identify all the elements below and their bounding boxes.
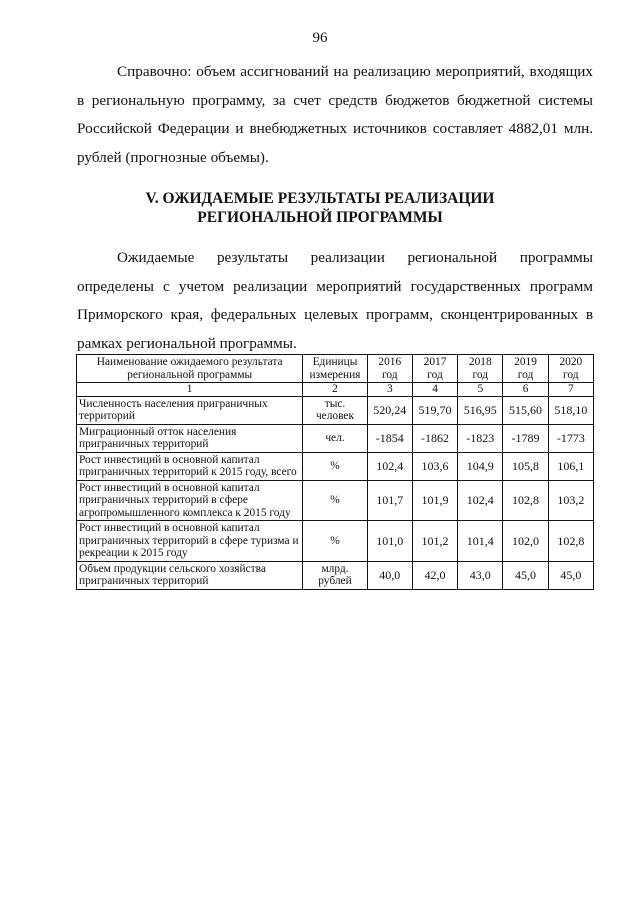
column-number: 7 bbox=[548, 383, 593, 397]
result-value: 40,0 bbox=[367, 561, 412, 589]
header-year-2017: 2017 год bbox=[412, 355, 457, 383]
result-unit: млрд. рублей bbox=[303, 561, 367, 589]
result-value: 101,0 bbox=[367, 521, 412, 562]
column-number: 5 bbox=[458, 383, 503, 397]
table-row bbox=[77, 452, 594, 480]
result-name: Рост инвестиций в основной капитал приграничных территорий в сфере туризма и рекреации к 2015 году bbox=[77, 521, 303, 562]
result-value: -1773 bbox=[548, 424, 593, 452]
reference-paragraph-text: Справочно: объем ассигнований на реализацию мероприятий, входящих в региональную программу, за счет средств бюджетов бюджетной системы Российской Федерации и внебюджетных источников составляет 4882,01 млн. рублей (прогнозные объемы). bbox=[77, 63, 593, 166]
table-header-row bbox=[77, 355, 594, 383]
result-value: 101,9 bbox=[412, 480, 457, 521]
section-heading bbox=[0, 189, 640, 227]
column-number: 4 bbox=[412, 383, 457, 397]
table-row bbox=[77, 424, 594, 452]
header-name: Наименование ожидаемого результата региональной программы bbox=[77, 355, 303, 383]
result-value: 520,24 bbox=[367, 396, 412, 424]
result-value: 516,95 bbox=[458, 396, 503, 424]
column-number: 6 bbox=[503, 383, 548, 397]
result-value: 101,7 bbox=[367, 480, 412, 521]
result-value: 45,0 bbox=[548, 561, 593, 589]
result-value: -1854 bbox=[367, 424, 412, 452]
header-year-2018: 2018 год bbox=[458, 355, 503, 383]
header-year-2019: 2019 год bbox=[503, 355, 548, 383]
table-row bbox=[77, 396, 594, 424]
column-number: 2 bbox=[303, 383, 367, 397]
result-value: 518,10 bbox=[548, 396, 593, 424]
section-heading-line1: V. ОЖИДАЕМЫЕ РЕЗУЛЬТАТЫ РЕАЛИЗАЦИИ bbox=[145, 190, 495, 207]
result-unit: тыс. человек bbox=[303, 396, 367, 424]
result-value: 106,1 bbox=[548, 452, 593, 480]
table-row bbox=[77, 480, 594, 521]
result-value: 105,8 bbox=[503, 452, 548, 480]
result-value: -1862 bbox=[412, 424, 457, 452]
result-value: 102,8 bbox=[548, 521, 593, 562]
result-value: 103,2 bbox=[548, 480, 593, 521]
result-value: 515,60 bbox=[503, 396, 548, 424]
result-value: 103,6 bbox=[412, 452, 457, 480]
result-value: 102,8 bbox=[503, 480, 548, 521]
result-value: -1789 bbox=[503, 424, 548, 452]
result-name: Объем продукции сельского хозяйства приграничных территорий bbox=[77, 561, 303, 589]
header-unit: Единицы измерения bbox=[303, 355, 367, 383]
column-number-row bbox=[77, 383, 594, 397]
table-row bbox=[77, 561, 594, 589]
result-value: 102,0 bbox=[503, 521, 548, 562]
results-paragraph-text: Ожидаемые результаты реализации региональной программы определены с учетом реализации мероприятий государственных программ Приморского края, федеральных целевых программ, сконцентрированных в рамках региональной программы. bbox=[77, 249, 593, 352]
result-unit: чел. bbox=[303, 424, 367, 452]
results-paragraph bbox=[77, 244, 593, 358]
result-value: 42,0 bbox=[412, 561, 457, 589]
result-name: Численность населения приграничных территорий bbox=[77, 396, 303, 424]
result-value: 102,4 bbox=[367, 452, 412, 480]
result-value: 45,0 bbox=[503, 561, 548, 589]
result-value: 101,4 bbox=[458, 521, 503, 562]
result-value: 43,0 bbox=[458, 561, 503, 589]
result-value: 102,4 bbox=[458, 480, 503, 521]
column-number: 3 bbox=[367, 383, 412, 397]
result-value: -1823 bbox=[458, 424, 503, 452]
result-name: Рост инвестиций в основной капитал приграничных территорий к 2015 году, всего bbox=[77, 452, 303, 480]
table-row bbox=[77, 521, 594, 562]
result-unit: % bbox=[303, 521, 367, 562]
section-heading-line2: РЕГИОНАЛЬНОЙ ПРОГРАММЫ bbox=[197, 209, 443, 226]
column-number: 1 bbox=[77, 383, 303, 397]
page-number: 96 bbox=[312, 30, 328, 46]
result-name: Миграционный отток населения приграничных территорий bbox=[77, 424, 303, 452]
result-unit: % bbox=[303, 452, 367, 480]
header-year-2020: 2020 год bbox=[548, 355, 593, 383]
result-name: Рост инвестиций в основной капитал приграничных территорий в сфере агропромышленного комплекса к 2015 году bbox=[77, 480, 303, 521]
header-year-2016: 2016 год bbox=[367, 355, 412, 383]
result-value: 104,9 bbox=[458, 452, 503, 480]
result-unit: % bbox=[303, 480, 367, 521]
result-value: 101,2 bbox=[412, 521, 457, 562]
result-value: 519,70 bbox=[412, 396, 457, 424]
results-table bbox=[76, 354, 594, 590]
reference-paragraph bbox=[77, 58, 593, 172]
